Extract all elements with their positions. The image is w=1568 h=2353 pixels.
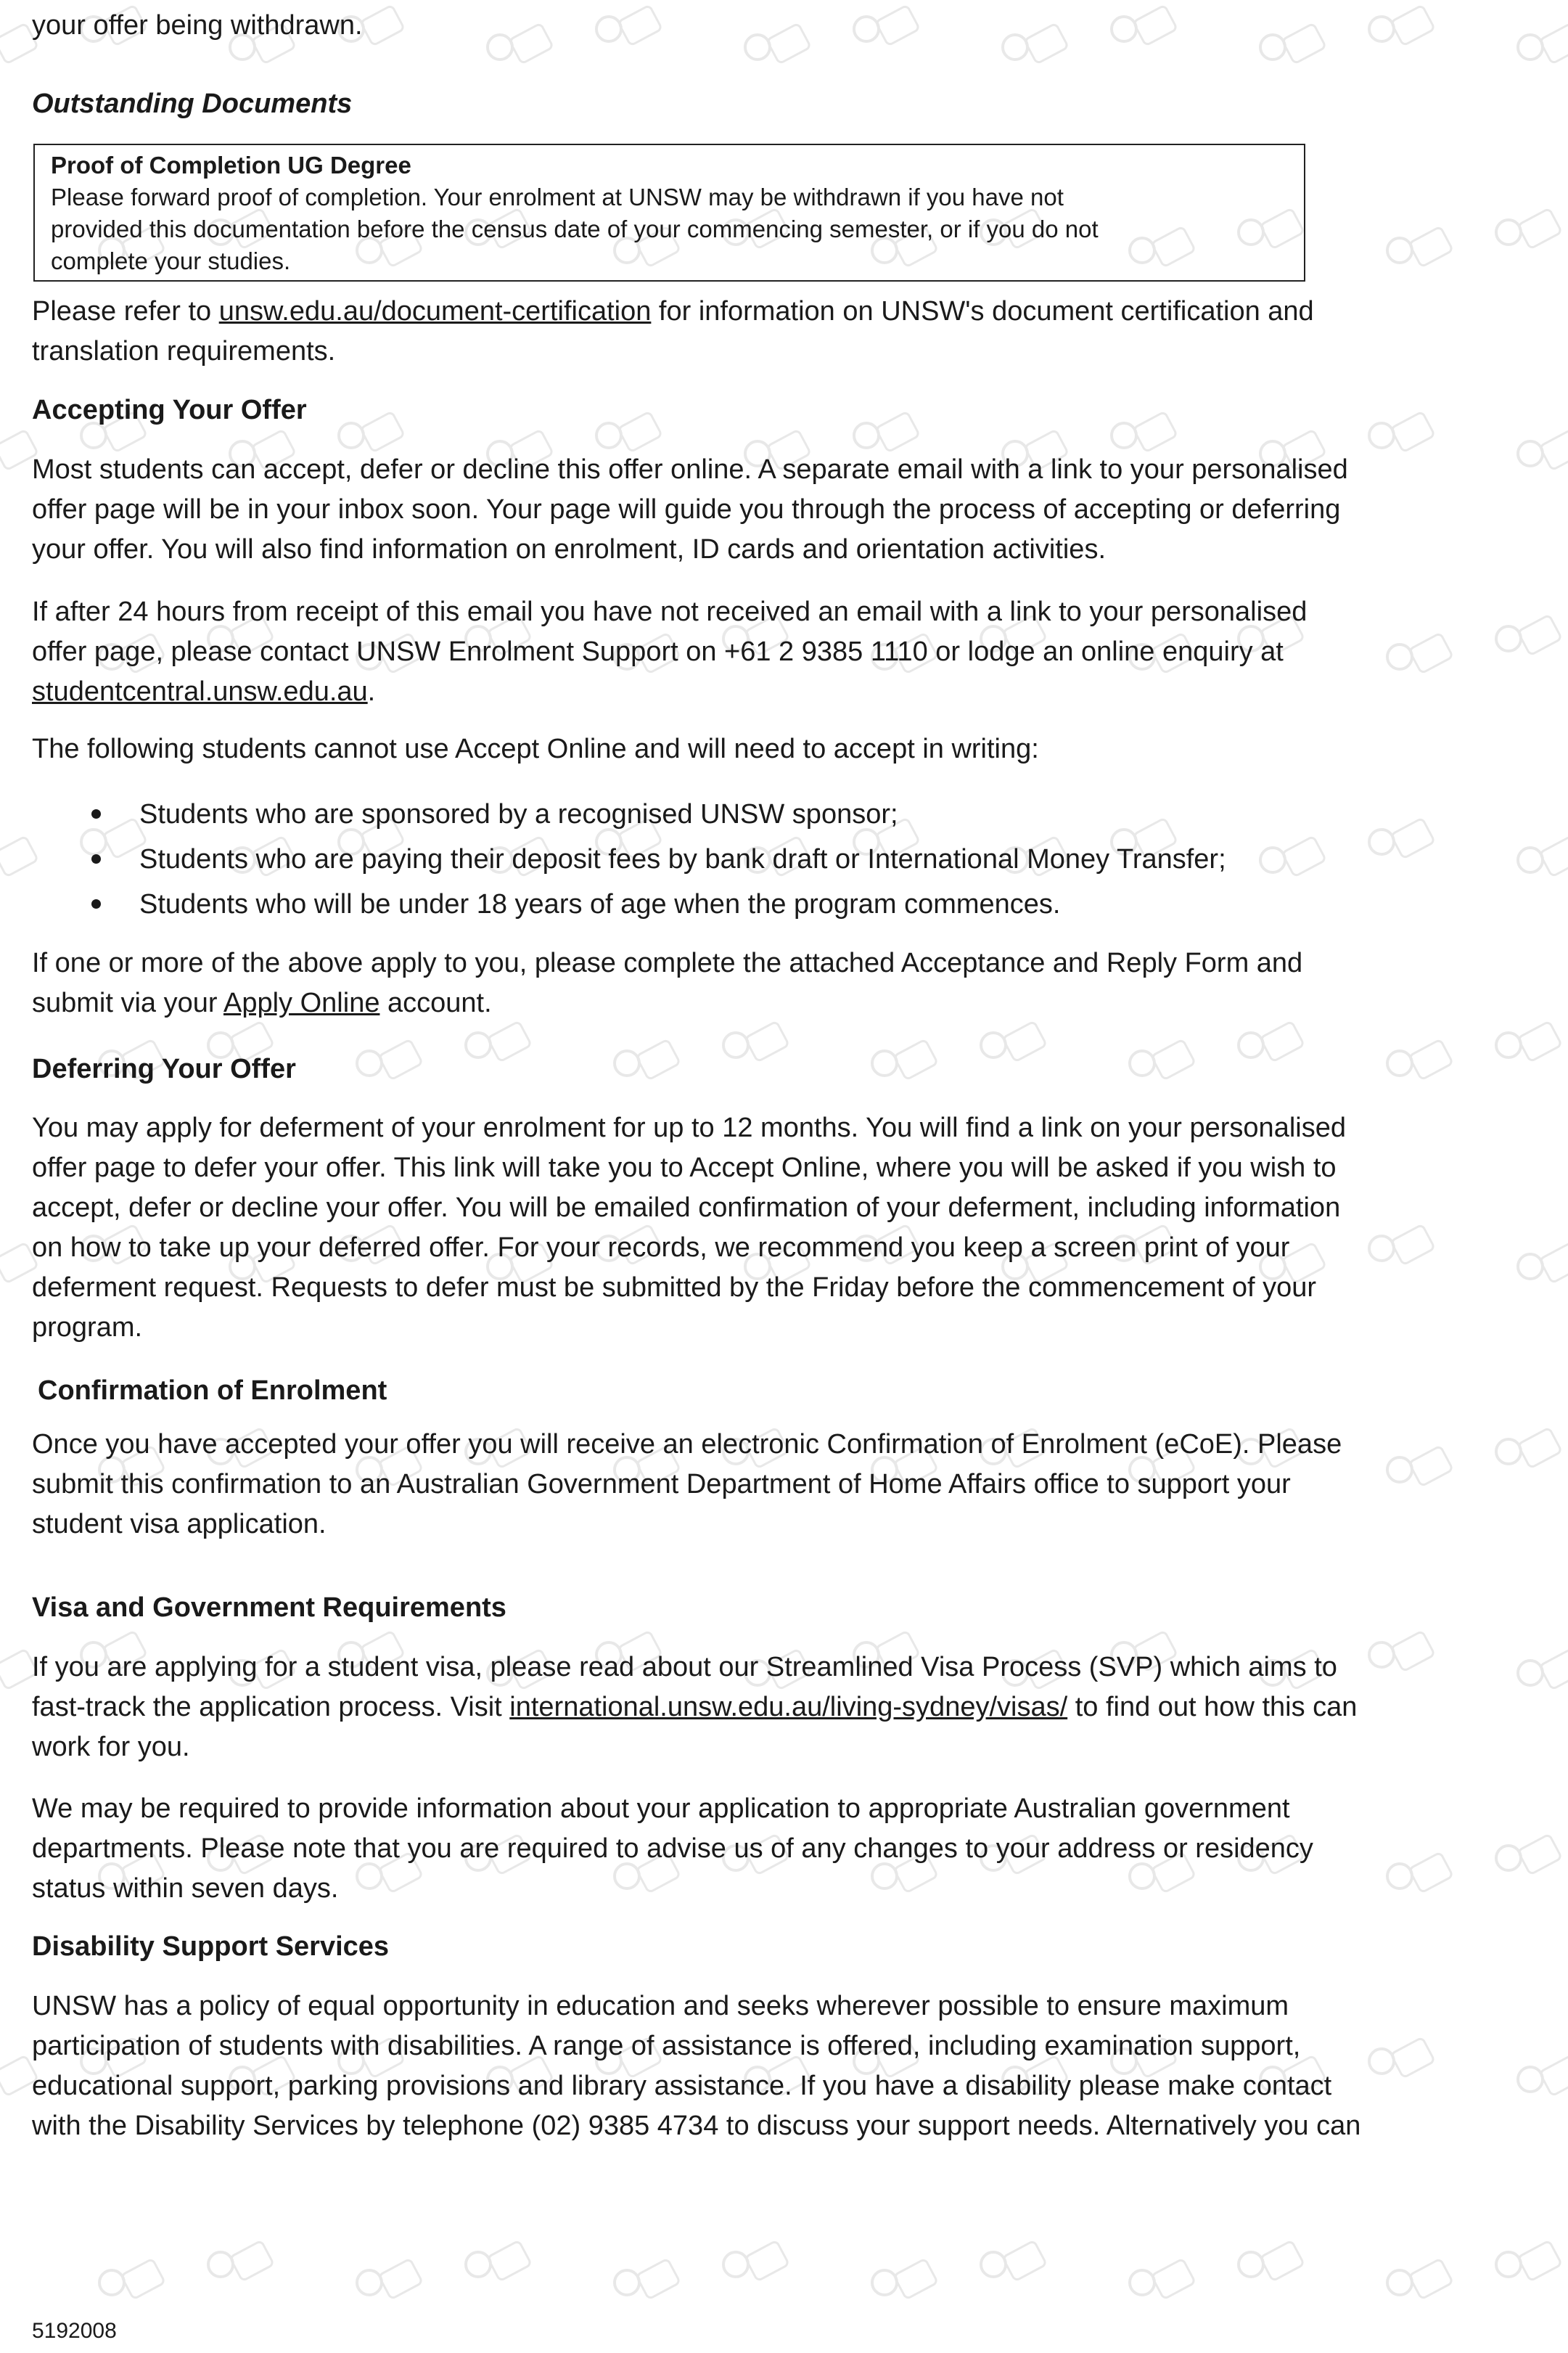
bullet-icon	[91, 809, 101, 819]
watermark-logo	[853, 417, 915, 454]
watermark-logo	[1495, 621, 1557, 657]
document-code: 5192008	[32, 2319, 117, 2343]
paragraph-line: We may be required to provide information about your application to appropriate Australian government	[32, 1793, 1290, 1824]
watermark-logo	[744, 29, 806, 65]
apply-online-link[interactable]: Apply Online	[223, 988, 380, 1018]
watermark-logo	[1001, 29, 1064, 65]
watermark-logo	[1516, 842, 1568, 878]
certification-suffix: for information on UNSW's document certification and	[651, 296, 1314, 327]
watermark-logo	[1516, 1655, 1568, 1691]
paragraph-line: Once you have accepted your offer you will receive an electronic Confirmation of Enrolment (eCoE). Please	[32, 1429, 1342, 1460]
list-item: Students who are sponsored by a recognised UNSW sponsor;	[32, 792, 1226, 837]
paragraph-line: submit this confirmation to an Australian Government Department of Home Affairs office to support your	[32, 1469, 1291, 1499]
watermark-logo	[98, 2264, 160, 2301]
visa-heading: Visa and Government Requirements	[32, 1592, 506, 1623]
watermark-logo	[595, 11, 657, 47]
watermark-logo	[871, 2264, 933, 2301]
watermark-logo	[980, 2246, 1042, 2283]
watermark-logo	[1516, 435, 1568, 472]
watermark-logo	[1368, 824, 1430, 860]
watermark-logo	[1386, 1452, 1448, 1488]
accepting-offer-heading: Accepting Your Offer	[32, 395, 307, 425]
paragraph-line: UNSW has a policy of equal opportunity in education and seeks wherever possible to ensure maximum	[32, 1991, 1289, 2021]
list-item: Students who are paying their deposit fees by bank draft or International Money Transfer;	[32, 837, 1226, 882]
watermark-logo	[1386, 639, 1448, 675]
watermark-logo	[0, 29, 33, 65]
watermark-logo	[595, 417, 657, 454]
deferring-offer-heading: Deferring Your Offer	[32, 1054, 296, 1084]
watermark-logo	[1386, 1045, 1448, 1081]
watermark-logo	[853, 11, 915, 47]
accept-in-writing-list	[32, 792, 1226, 927]
watermark-logo	[871, 1045, 933, 1081]
disability-heading: Disability Support Services	[32, 1931, 390, 1962]
paragraph-line: participation of students with disabilities. A range of assistance is offered, including examination support,	[32, 2031, 1301, 2061]
watermark-logo	[1495, 1840, 1557, 1876]
watermark-logo	[1386, 2264, 1448, 2301]
document-title: Proof of Completion UG Degree	[51, 152, 411, 179]
watermark-logo	[1259, 29, 1321, 65]
watermark-logo	[0, 842, 33, 878]
paragraph-line: If one or more of the above apply to you, please complete the attached Acceptance and Reply Form and	[32, 948, 1303, 978]
watermark-logo	[207, 2246, 269, 2283]
disability-paragraph	[32, 1986, 1360, 2146]
watermark-logo	[486, 29, 549, 65]
list-item: Students who will be under 18 years of age when the program commences.	[32, 882, 1226, 927]
paragraph-line: with the Disability Services by telephone (02) 9385 4734 to discuss your support needs. Alternatively you can	[32, 2111, 1361, 2141]
accepting-paragraph-2: If after 24 hours from receipt of this email you have not received an email with a link to your personalised offer page, please contact UNSW Enrolment Support on +61 2 9385 1110 or lodge an online enquiry at studentcentral.unsw.edu.au.	[32, 592, 1307, 712]
confirmation-paragraph	[32, 1425, 1342, 1544]
watermark-logo	[1237, 1027, 1300, 1063]
watermark-logo	[613, 2264, 676, 2301]
paragraph-line: offer page, please contact UNSW Enrolment Support on +61 2 9385 1110 or lodge an online enquiry at	[32, 637, 1284, 667]
watermark-logo	[1128, 1045, 1191, 1081]
paragraph-line: You may apply for deferment of your enrolment for up to 12 months. You will find a link on your personalised	[32, 1113, 1346, 1143]
paragraph-line: If you are applying for a student visa, please read about our Streamlined Visa Process (SVP) which aims to	[32, 1652, 1337, 1682]
studentcentral-link[interactable]: studentcentral.unsw.edu.au	[32, 676, 368, 707]
watermark-logo	[464, 1027, 527, 1063]
accepting-paragraph-1	[32, 450, 1348, 570]
watermark-logo	[0, 435, 33, 472]
watermark-logo	[980, 1027, 1042, 1063]
paragraph-line: program.	[32, 1312, 143, 1343]
watermark-logo	[1516, 29, 1568, 65]
watermark-logo	[1386, 232, 1448, 269]
watermark-logo	[0, 2061, 33, 2098]
watermark-logo	[464, 2246, 527, 2283]
watermark-logo	[356, 2264, 418, 2301]
document-note-line: Please forward proof of completion. Your enrolment at UNSW may be withdrawn if you have not	[51, 184, 1064, 210]
paragraph-line: educational support, parking provisions and library assistance. If you have a disability please make contact	[32, 2071, 1332, 2101]
watermark-logo	[356, 1045, 418, 1081]
accept-in-writing-intro: The following students cannot use Accept Online and will need to accept in writing:	[32, 734, 1039, 764]
paragraph-line: work for you.	[32, 1732, 190, 1762]
visa-paragraph-2	[32, 1789, 1313, 1909]
visa-info-link[interactable]: international.unsw.edu.au/living-sydney/visas/	[509, 1692, 1068, 1722]
watermark-logo	[0, 1655, 33, 1691]
document-certification-link[interactable]: unsw.edu.au/document-certification	[218, 296, 652, 327]
watermark-logo	[1368, 2043, 1430, 2079]
watermark-logo	[613, 1045, 676, 1081]
paragraph-line: accept, defer or decline your offer. You will be emailed confirmation of your deferment, including information	[32, 1192, 1341, 1223]
outstanding-documents-heading: Outstanding Documents	[32, 89, 353, 119]
paragraph-line: status within seven days.	[32, 1873, 339, 1904]
watermark-logo	[1516, 1248, 1568, 1285]
watermark-logo	[337, 417, 400, 454]
watermark-logo	[1110, 417, 1173, 454]
outstanding-document-box	[33, 144, 1305, 282]
certification-paragraph	[32, 292, 1314, 372]
watermark-logo	[1495, 214, 1557, 250]
paragraph-line: Most students can accept, defer or decline this offer online. A separate email with a link to your personalised	[32, 454, 1348, 485]
watermark-logo	[1368, 1637, 1430, 1673]
document-note-line: complete your studies.	[51, 247, 291, 274]
document-note-line: provided this documentation before the census date of your commencing semester, or if you do not	[51, 216, 1099, 242]
accepting-paragraph-4: If one or more of the above apply to you, please complete the attached Acceptance and Reply Form and submit via your Apply Online account.	[32, 944, 1302, 1023]
watermark-logo	[722, 1027, 784, 1063]
watermark-logo	[1259, 842, 1321, 878]
continued-text: your offer being withdrawn.	[32, 10, 363, 41]
watermark-logo	[1368, 11, 1430, 47]
watermark-logo	[1368, 417, 1430, 454]
paragraph-line: offer page will be in your inbox soon. Your page will guide you through the process of accepting or deferring	[32, 494, 1341, 525]
watermark-logo	[0, 1248, 33, 1285]
deferring-paragraph	[32, 1108, 1346, 1348]
paragraph-line: on how to take up your deferred offer. For your records, we recommend you keep a screen print of your	[32, 1232, 1290, 1263]
watermark-logo	[1495, 1027, 1557, 1063]
watermark-logo	[722, 2246, 784, 2283]
watermark-logo	[1368, 1230, 1430, 1266]
watermark-logo	[1495, 1433, 1557, 1470]
confirmation-heading: Confirmation of Enrolment	[38, 1375, 387, 1406]
watermark-logo	[1495, 2246, 1557, 2283]
watermark-logo	[1110, 11, 1173, 47]
certification-prefix: Please refer to	[32, 296, 219, 327]
watermark-logo	[1237, 2246, 1300, 2283]
certification-line: translation requirements.	[32, 336, 336, 367]
paragraph-line: offer page to defer your offer. This link will take you to Accept Online, where you will be asked if you wish to	[32, 1153, 1337, 1183]
paragraph-line: If after 24 hours from receipt of this email you have not received an email with a link to your personalised	[32, 597, 1308, 627]
watermark-logo	[1516, 2061, 1568, 2098]
paragraph-line: your offer. You will also find information on enrolment, ID cards and orientation activities.	[32, 534, 1106, 565]
bullet-icon	[91, 854, 101, 864]
paragraph-line: deferment request. Requests to defer must be submitted by the Friday before the commencement of your	[32, 1272, 1317, 1303]
visa-paragraph-1: If you are applying for a student visa, please read about our Streamlined Visa Process (SVP) which aims to fast-track the application process. Visit international.unsw.edu.au/living-sydney/visas/ to find out how this can work for you.	[32, 1648, 1357, 1767]
watermark-logo	[1386, 1858, 1448, 1894]
paragraph-line: student visa application.	[32, 1509, 327, 1539]
watermark-logo	[1128, 2264, 1191, 2301]
paragraph-line: departments. Please note that you are required to advise us of any changes to your address or residency	[32, 1833, 1313, 1864]
bullet-icon	[91, 899, 101, 909]
